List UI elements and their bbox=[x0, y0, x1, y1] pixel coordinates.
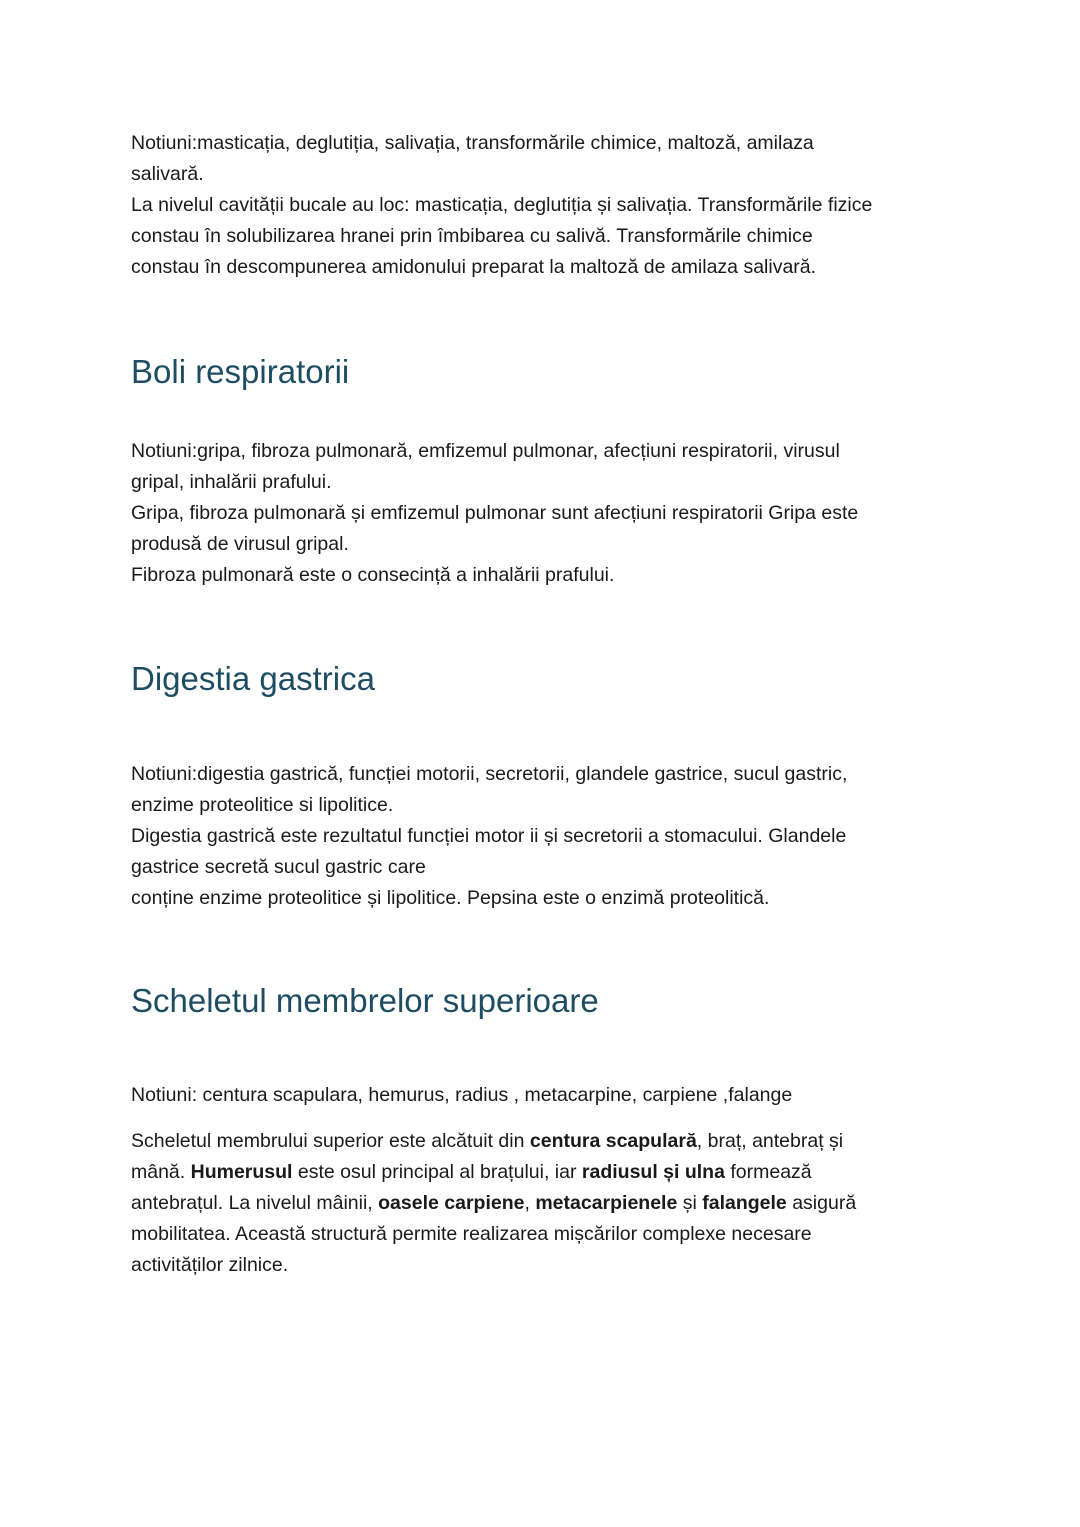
text-line: Notiuni:masticația, deglutiția, salivația, transformările chimice, maltoză, amilaza bbox=[131, 132, 814, 154]
bold-term: metacarpienele bbox=[535, 1192, 678, 1214]
bold-term: radiusul și ulna bbox=[581, 1161, 725, 1183]
section-heading-digestia-gastrica: Digestia gastrica bbox=[131, 660, 375, 697]
text-run: , braț, antebraț și bbox=[696, 1130, 844, 1152]
text-line bbox=[131, 1188, 961, 1219]
bold-term: centura scapulară bbox=[529, 1130, 697, 1152]
text-line: activităților zilnice. bbox=[131, 1254, 289, 1276]
intro-paragraph bbox=[131, 128, 961, 283]
schelet-body-text bbox=[131, 1126, 961, 1281]
text-line: constau în solubilizarea hranei prin îmbibarea cu salivă. Transformările chimice bbox=[131, 225, 813, 247]
text-line: Gripa, fibroza pulmonară și emfizemul pulmonar sunt afecțiuni respiratorii Gripa este bbox=[131, 502, 859, 524]
digestia-text bbox=[131, 759, 961, 914]
text-line: Fibroza pulmonară este o consecință a inhalării prafului. bbox=[131, 564, 615, 586]
boli-respiratorii-paragraph bbox=[131, 436, 961, 591]
text-line: Digestia gastrică este rezultatul funcției motor ii și secretorii a stomacului. Glandele bbox=[131, 825, 847, 847]
text-run: este osul principal al brațului, iar bbox=[292, 1161, 582, 1183]
text-line bbox=[131, 1157, 961, 1188]
boli-text bbox=[131, 436, 961, 591]
section-heading-boli-respiratorii: Boli respiratorii bbox=[131, 353, 350, 390]
text-line: gripal, inhalării prafului. bbox=[131, 471, 332, 493]
text-line: conține enzime proteolitice și lipolitice. Pepsina este o enzimă proteolitică. bbox=[131, 887, 770, 909]
digestia-gastrica-paragraph bbox=[131, 759, 961, 914]
text-line: gastrice secretă sucul gastric care bbox=[131, 856, 426, 878]
text-run: Scheletul membrului superior este alcătuit din bbox=[131, 1130, 530, 1152]
text-line: Notiuni: centura scapulara, hemurus, radius , metacarpine, carpiene ,falange bbox=[131, 1084, 793, 1106]
schelet-notiuni-paragraph bbox=[131, 1080, 961, 1111]
text-line: Notiuni:digestia gastrică, funcției motorii, secretorii, glandele gastrice, sucul gastric, bbox=[131, 763, 848, 785]
text-line: enzime proteolitice si lipolitice. bbox=[131, 794, 394, 816]
text-line: Notiuni:gripa, fibroza pulmonară, emfizemul pulmonar, afecțiuni respiratorii, virusul bbox=[131, 440, 840, 462]
bold-term: Humerusul bbox=[190, 1161, 293, 1183]
bold-term: oasele carpiene bbox=[378, 1192, 525, 1214]
text-line: constau în descompunerea amidonului preparat la maltoză de amilaza salivară. bbox=[131, 256, 817, 278]
schelet-notiuni-text bbox=[131, 1080, 961, 1111]
schelet-body-paragraph bbox=[131, 1126, 961, 1281]
text-line bbox=[131, 1126, 961, 1157]
bold-term: falangele bbox=[702, 1192, 787, 1214]
intro-text bbox=[131, 128, 961, 283]
text-run: mână. bbox=[131, 1161, 191, 1183]
text-run: asigură bbox=[786, 1192, 857, 1214]
text-line: mobilitatea. Această structură permite realizarea mișcărilor complexe necesare bbox=[131, 1223, 812, 1245]
text-line: La nivelul cavității bucale au loc: masticația, deglutiția și salivația. Transformările fizice bbox=[131, 194, 873, 216]
text-run: formează bbox=[724, 1161, 812, 1183]
text-run: antebrațul. La nivelul mâinii, bbox=[131, 1192, 379, 1214]
text-run: și bbox=[677, 1192, 703, 1214]
text-line: salivară. bbox=[131, 163, 204, 185]
text-line: produsă de virusul gripal. bbox=[131, 533, 349, 555]
text-run: , bbox=[524, 1192, 536, 1214]
section-heading-scheletul-membrelor-superioare: Scheletul membrelor superioare bbox=[131, 982, 599, 1019]
